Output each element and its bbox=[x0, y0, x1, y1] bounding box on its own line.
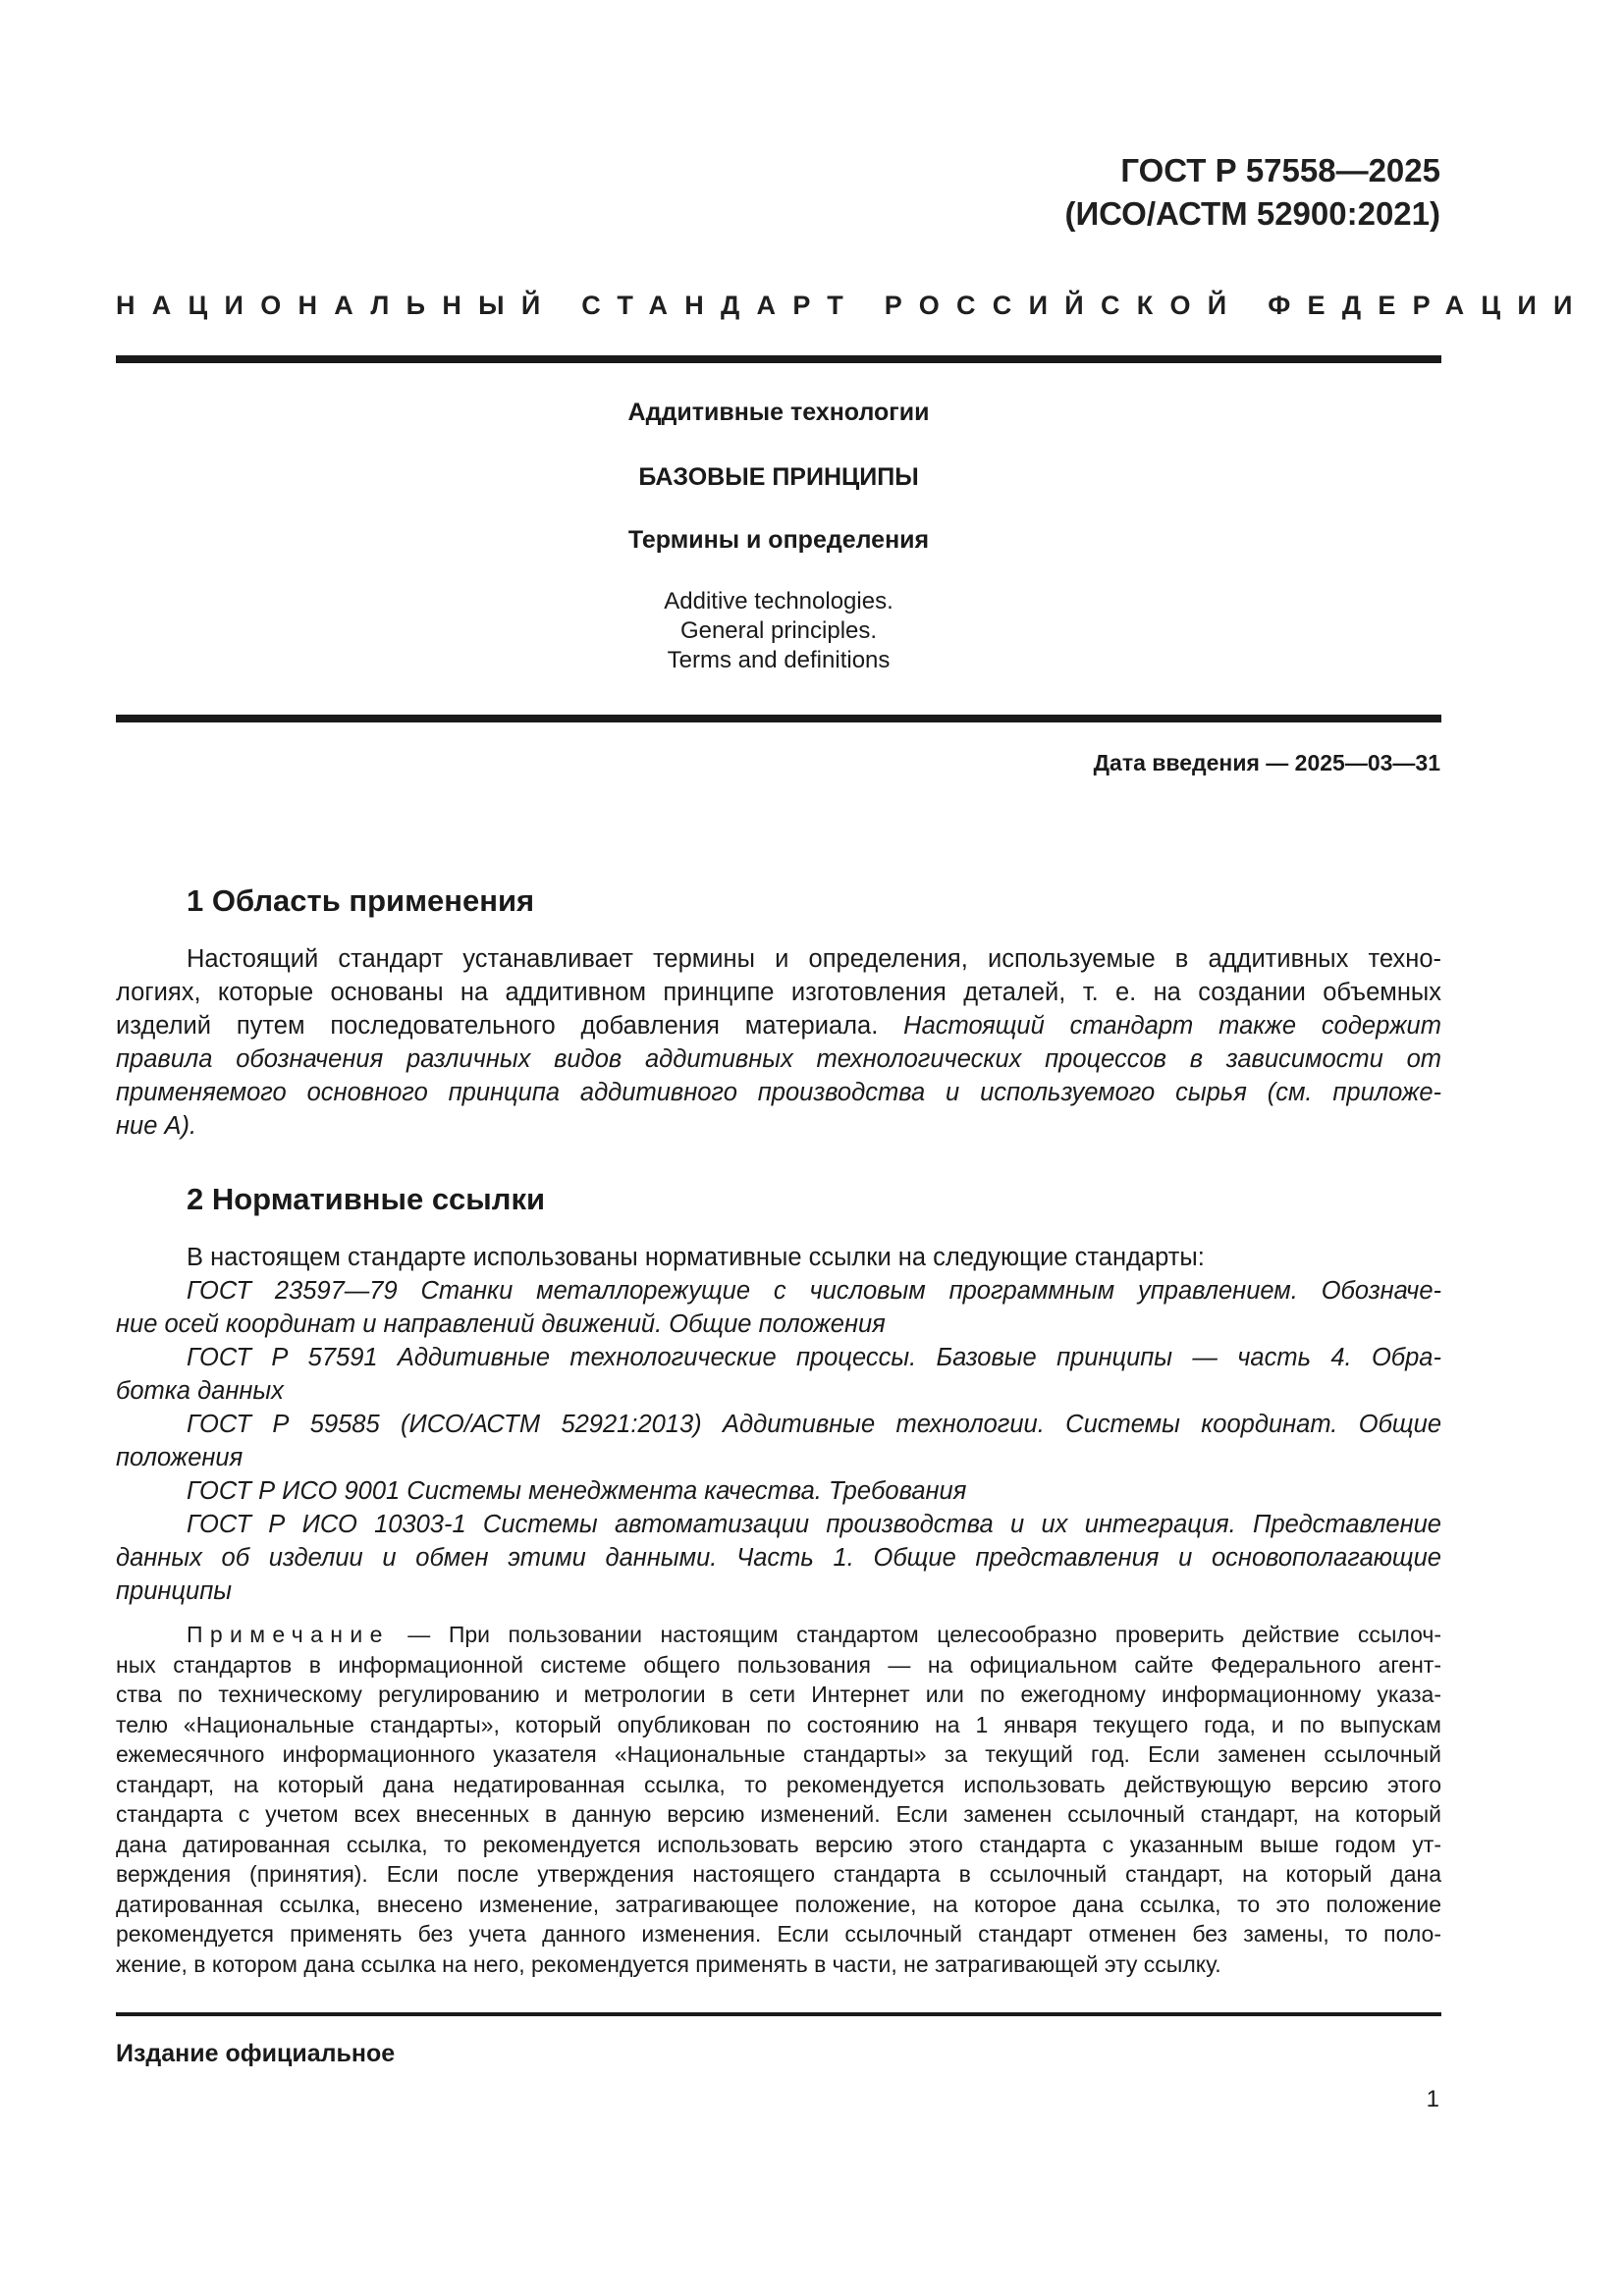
text-line: Настоящий стандарт устанавливает термины и определения, используемые в аддитивных техно- bbox=[187, 945, 1441, 973]
text-line: логиях, которые основаны на аддитивном принципе изготовления деталей, т. е. на создании объемных bbox=[116, 979, 1441, 1006]
note-block bbox=[116, 1620, 1441, 1979]
header-rule bbox=[116, 355, 1441, 363]
reference-line: ГОСТ Р ИСО 9001 Системы менеджмента качества. Требования bbox=[187, 1477, 967, 1505]
note-line: датированная ссылка, внесено изменение, затрагивающее положение, на которое дана ссылка, то это положение bbox=[116, 1891, 1441, 1917]
national-standard-title: НАЦИОНАЛЬНЫЙ СТАНДАРТ РОССИЙСКОЙ ФЕДЕРАЦИИ bbox=[116, 291, 1590, 320]
page-number: 1 bbox=[1426, 2086, 1439, 2112]
section-1-text bbox=[116, 942, 1441, 1143]
standard-equivalent: (ИСО/АСТМ 52900:2021) bbox=[1064, 195, 1440, 232]
text-segment: изделий путем последовательного добавления материала. bbox=[116, 1012, 879, 1040]
note-line: ных стандартов в информационной системе общего пользования — на официальном сайте Федерального агент- bbox=[116, 1651, 1441, 1678]
note-line: жение, в котором дана ссылка на него, рекомендуется применять в части, не затрагивающей эту ссылку. bbox=[116, 1950, 1221, 1977]
title-line-2: БАЗОВЫЕ ПРИНЦИПЫ bbox=[638, 463, 919, 491]
english-title-line-3: Terms and definitions bbox=[667, 647, 891, 673]
footer-rule bbox=[116, 2012, 1441, 2016]
reference-line: данных об изделии и обмен этими данными. Часть 1. Общие представления и основополагающие bbox=[116, 1544, 1441, 1572]
italic-segment: Настоящий стандарт также содержит bbox=[903, 1012, 1441, 1040]
note-line: стандарта с учетом всех внесенных в данную версию изменений. Если заменен ссылочный стандарт, на который bbox=[116, 1801, 1441, 1827]
note-line bbox=[116, 1620, 1441, 1650]
official-edition-label: Издание официальное bbox=[116, 2040, 396, 2067]
note-line: стандарт, на который дана недатированная ссылка, то рекомендуется использовать действующую версию этого bbox=[116, 1771, 1441, 1797]
note-line: верждения (принятия). Если после утверждения настоящего стандарта в ссылочный стандарт, на который дана bbox=[116, 1861, 1441, 1887]
note-line: телю «Национальные стандарты», который опубликован по состоянию на 1 января текущего года, и по выпускам bbox=[116, 1711, 1441, 1737]
reference-line: ГОСТ 23597—79 Станки металлорежущие с числовым программным управлением. Обозначе- bbox=[187, 1277, 1441, 1305]
note-label: Примечание bbox=[187, 1622, 390, 1647]
italic-line: применяемого основного принципа аддитивного производства и используемого сырья (см. приложе- bbox=[116, 1079, 1441, 1106]
italic-line: правила обозначения различных видов аддитивных технологических процессов в зависимости от bbox=[116, 1045, 1441, 1073]
text-line-mixed bbox=[116, 1009, 1441, 1042]
section-2-heading: 2 Нормативные ссылки bbox=[187, 1182, 546, 1216]
note-line: ежемесячного информационного указателя «Национальные стандарты» за текущий год. Если заменен ссылочный bbox=[116, 1741, 1441, 1767]
standard-number: ГОСТ Р 57558—2025 bbox=[1120, 152, 1440, 188]
note-text: — При пользовании настоящим стандартом целесообразно проверить действие ссылоч- bbox=[407, 1622, 1441, 1647]
english-title-line-1: Additive technologies. bbox=[664, 588, 893, 614]
reference-line: ГОСТ Р 59585 (ИСО/АСТМ 52921:2013) Аддитивные технологии. Системы координат. Общие bbox=[187, 1411, 1441, 1438]
title-line-3: Термины и определения bbox=[627, 526, 930, 554]
introduction-date: Дата введения — 2025—03—31 bbox=[1093, 750, 1440, 775]
section-2-refs bbox=[116, 1241, 1441, 1608]
note-line: рекомендуется применять без учета данного изменения. Если ссылочный стандарт отменен без замены, то поло- bbox=[116, 1921, 1441, 1947]
reference-line: ГОСТ Р 57591 Аддитивные технологические процессы. Базовые принципы — часть 4. Обра- bbox=[187, 1344, 1441, 1371]
italic-line: ние А). bbox=[116, 1112, 197, 1140]
reference-line: ГОСТ Р ИСО 10303-1 Системы автоматизации производства и их интеграция. Представление bbox=[187, 1511, 1441, 1538]
title-rule bbox=[116, 715, 1441, 722]
reference-line: принципы bbox=[116, 1577, 232, 1605]
english-title bbox=[116, 587, 1441, 675]
reference-line: положения bbox=[116, 1444, 244, 1471]
english-title-line-2: General principles. bbox=[679, 617, 878, 644]
standard-designation bbox=[1064, 149, 1440, 236]
note-line: ства по техническому регулированию и метрологии в сети Интернет или по ежегодному информационному указа- bbox=[116, 1682, 1441, 1707]
title-line-1: Аддитивные технологии bbox=[627, 399, 930, 426]
refs-intro: В настоящем стандарте использованы нормативные ссылки на следующие стандарты: bbox=[187, 1244, 1205, 1271]
section-1-heading: 1 Область применения bbox=[187, 883, 535, 918]
reference-line: ботка данных bbox=[116, 1377, 284, 1405]
reference-line: ние осей координат и направлений движений. Общие положения bbox=[116, 1310, 886, 1338]
note-line: дана датированная ссылка, то рекомендуется использовать версию этого стандарта с указанным выше годом ут- bbox=[116, 1831, 1441, 1857]
